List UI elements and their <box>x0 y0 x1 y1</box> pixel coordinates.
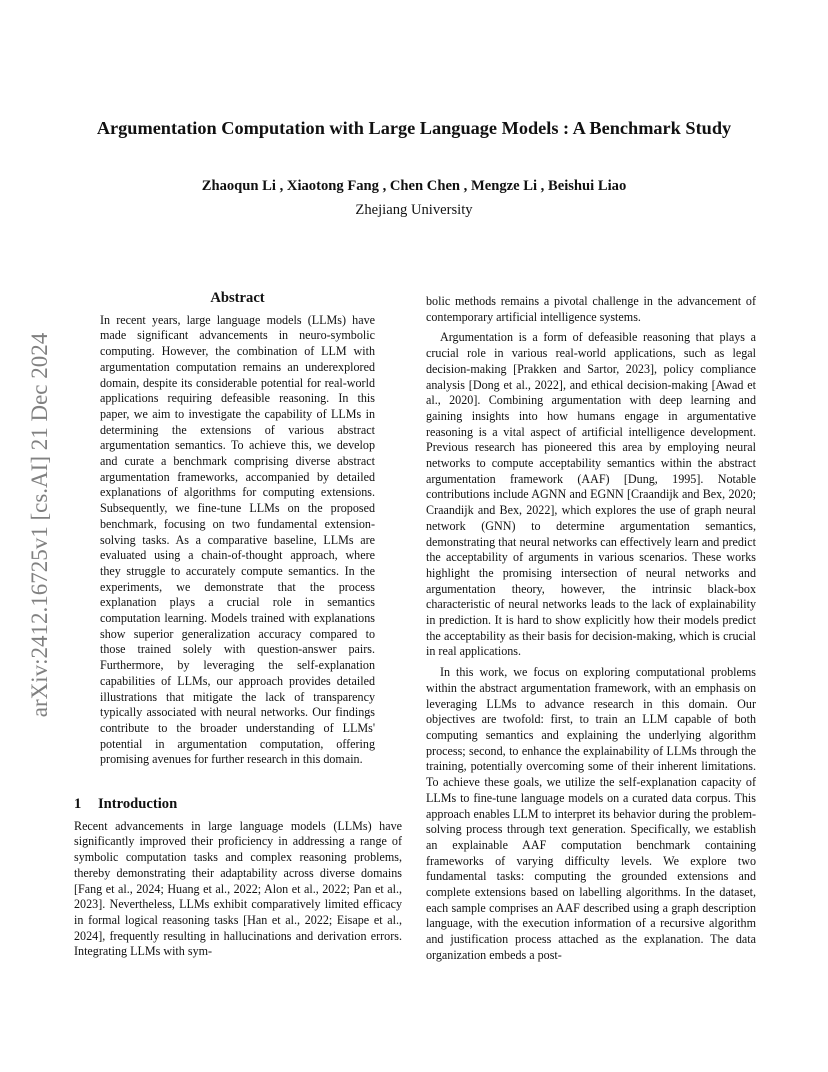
abstract-section <box>100 291 375 773</box>
introduction-section <box>74 797 402 965</box>
abstract-heading: Abstract <box>210 290 265 306</box>
intro-paragraph-2: Argumentation is a form of defeasible reasoning that plays a crucial role in various real-world applications, such as legal decision-making [Prakken and Sartor, 2023], policy compliance analysis [Dong et al., 2022], and ethical decision-making [Awad et al., 2020]. Combining argumentation with deep learning and gaining insights into how humans engage in argumentative reasoning is a vital aspect of artificial intelligence development. Previous research has pioneered this area by employing neural networks to compute acceptability semantics within the abstract argumentation framework (AAF) [Dung, 1995]. Notable contributions include AGNN and EGNN [Craandijk and Bex, 2020; Craandijk and Bex, 2022], which explores the use of graph neural network (GNN) to determine argumentation semantics, demonstrating that neural networks can effectively learn and predict the acceptability of arguments in various scenarios. These works highlight the promising intersection of neural networks and argumentation theory, however, the intrinsic black-box characteristic of neural networks leads to the lack of explainability in prediction. It is hard to show explicitly how their models predict the acceptability as their basis for decision-making, which is crucial in real applications. <box>426 330 756 659</box>
abstract-text: In recent years, large language models (LLMs) have made significant advancements in neuro-symbolic computing. However, the combination of LLM with argumentation computation remains an underexplored domain, despite its considerable potential for real-world applications requiring defeasible reasoning. In this paper, we aim to investigate the capability of LLMs in determining the extensions of various abstract argumentation semantics. To achieve this, we develop and curate a benchmark comprising diverse abstract argumentation frameworks, accompanied by detailed explanations of algorithms for computing extensions. Subsequently, we fine-tune LLMs on the proposed benchmark, focusing on two fundamental extension-solving tasks. As a comparative baseline, LLMs are evaluated using a chain-of-thought approach, where they struggle to accurately compute semantics. In the experiments, we demonstrate that the process explanation plays a crucial role in semantics computation learning. Models trained with explanations show superior generalization accuracy compared to those trained solely with question-answer pairs. Furthermore, by leveraging the self-explanation capabilities of LLMs, our approach provides detailed illustrations that mitigate the lack of transparency typically associated with neural networks. Our findings contribute to the broader understanding of LLMs' potential in argumentation computation, offering promising avenues for further research in this domain. <box>100 312 375 767</box>
arxiv-identifier: arXiv:2412.16725v1 [cs.AI] 21 Dec 2024 <box>27 332 52 718</box>
paper-title: Argumentation Computation with Large Language Models : A Benchmark Study <box>96 118 732 138</box>
right-column <box>426 294 756 969</box>
affiliation: Zhejiang University <box>355 202 473 218</box>
intro-paragraph-1: Recent advancements in large language models (LLMs) have significantly improved their proficiency in addressing a range of symbolic computation tasks and complex reasoning problems, thereby demonstrating their adaptability across diverse domains [Fang et al., 2024; Huang et al., 2022; Alon et al., 2022; Pan et al., 2023]. Nevertheless, LLMs exhibit comparatively limited efficacy in formal logical reasoning tasks [Han et al., 2022; Eisape et al., 2024], frequently resulting in hallucinations and derivation errors. Integrating LLMs with sym- <box>74 818 402 959</box>
author-list: Zhaoqun Li , Xiaotong Fang , Chen Chen , Mengze Li , Beishui Liao <box>201 178 627 194</box>
intro-paragraph-3: In this work, we focus on exploring computational problems within the abstract argumentation framework, with an emphasis on leveraging LLMs to advance research in this domain. Our objectives are twofold: first, to train an LLM capable of both computing semantics and explaining the underlying algorithm process; second, to enhance the explainability of LLMs through the training, potentially overcoming some of their inherent limitations. To achieve these goals, we utilize the self-explanation capacity of LLMs to fine-tune language models on a curated data corpus. This approach enables LLM to interpret its behavior during the problem-solving process through text generation. Specifically, we establish an explainable AAF computation benchmark containing frameworks of varying difficulty levels. We explore two fundamental tasks: computing the grounded extensions and complete extensions based on labelling algorithms. In the dataset, each sample comprises an AAF described using a graph description language, with the execution information of a recursive algorithm and justification process attached as the explanation. The data organization embeds a post- <box>426 665 756 962</box>
section-heading-introduction <box>74 797 402 813</box>
section-title: Introduction <box>98 796 178 812</box>
section-number: 1 <box>74 796 82 812</box>
intro-paragraph-1-continuation: bolic methods remains a pivotal challenge in the advancement of contemporary artificial intelligence systems. <box>426 294 756 324</box>
